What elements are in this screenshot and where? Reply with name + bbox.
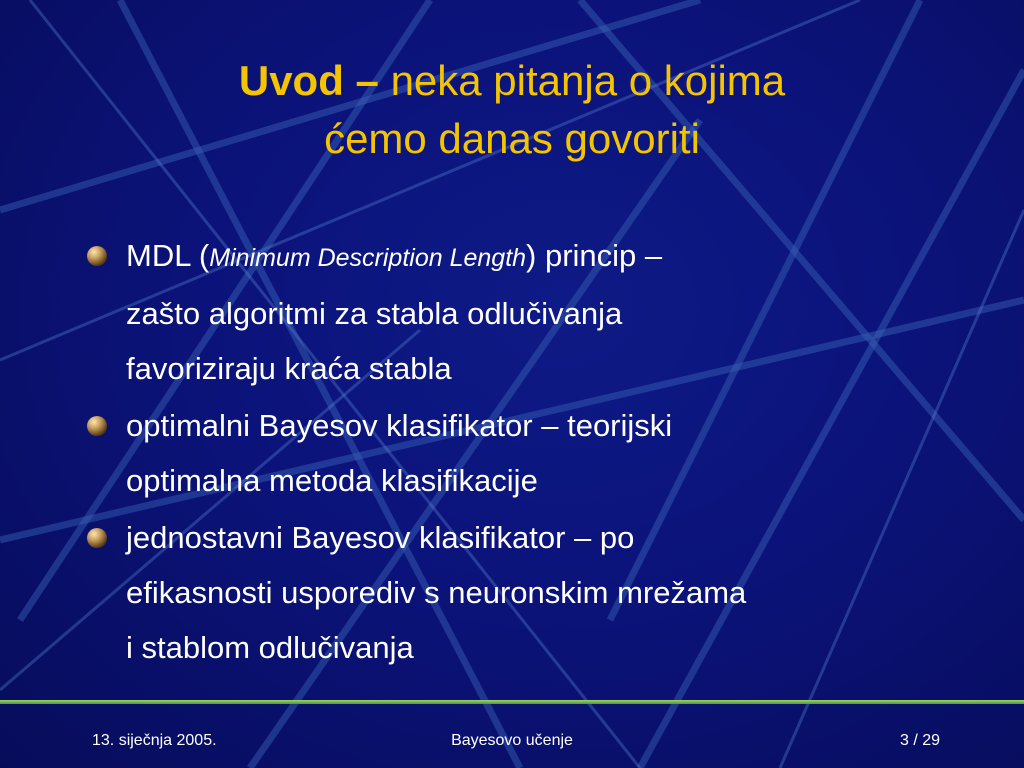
bullet-line: optimalni Bayesov klasifikator – teorijski <box>126 408 673 443</box>
bullet-line: optimalna metoda klasifikacije <box>126 463 538 498</box>
title-line-2: ćemo danas govoriti <box>324 115 700 162</box>
bullet-line: efikasnosti usporediv s neuronskim mrežama <box>126 575 747 610</box>
bullet-line: jednostavni Bayesov klasifikator – po <box>126 520 635 555</box>
footer-divider <box>0 700 1024 704</box>
bullet-text: MDL ( <box>126 238 210 273</box>
bullet-line <box>126 228 946 286</box>
bullet-line: i stablom odlučivanja <box>126 630 414 665</box>
bullet-item-mdl <box>86 228 946 396</box>
footer-course-title: Bayesovo učenje <box>451 732 573 749</box>
slide-title <box>0 52 1024 168</box>
slide-footer <box>0 718 1024 758</box>
bullet-line: favoriziraju kraća stabla <box>126 351 452 386</box>
bullet-text: ) princip – <box>526 238 663 273</box>
bullet-item-naive-bayes <box>86 510 946 675</box>
bronze-sphere-icon <box>86 245 108 267</box>
title-bold: Uvod – <box>238 57 379 104</box>
title-line-1 <box>0 52 1024 110</box>
bullet-text-italic: Minimum Description Length <box>209 244 527 272</box>
bullet-line: zašto algoritmi za stabla odlučivanja <box>126 296 623 331</box>
bullet-list <box>86 228 946 677</box>
bronze-sphere-icon <box>86 527 108 549</box>
footer-page-number: 3 / 29 <box>899 732 940 749</box>
bullet-item-optimal-bayes <box>86 398 946 508</box>
bronze-sphere-icon <box>86 415 108 437</box>
footer-date: 13. siječnja 2005. <box>92 732 217 749</box>
title-line-1-rest: neka pitanja o kojima <box>390 57 786 104</box>
